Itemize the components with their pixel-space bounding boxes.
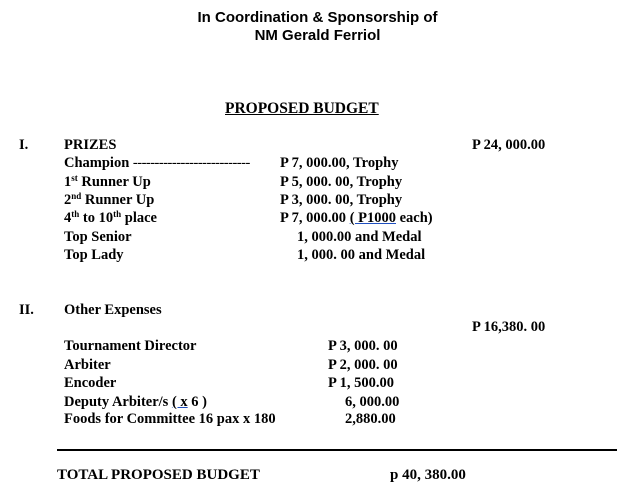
section-2-title: Other Expenses xyxy=(64,302,162,318)
prize-label-2nd-runner-up xyxy=(64,192,154,209)
prize-label-text: to 10 xyxy=(79,210,114,226)
prize-label-text: Runner Up xyxy=(77,174,151,190)
total-label: TOTAL PROPOSED BUDGET xyxy=(57,467,260,483)
expense-label-encoder: Encoder xyxy=(64,375,117,391)
prize-label-text: Runner Up xyxy=(81,192,155,208)
expense-label-deputy-arbiters xyxy=(64,394,207,411)
section-1-numeral: I. xyxy=(19,137,29,153)
prize-value-2nd-runner-up: P 3, 000. 00, Trophy xyxy=(280,192,403,208)
prize-label-top-senior: Top Senior xyxy=(64,229,132,245)
prize-value-4th-to-10th xyxy=(280,210,433,227)
total-value: p 40, 380.00 xyxy=(390,467,466,483)
ordinal-suffix: nd xyxy=(71,191,82,201)
prize-each-note: ( P1000 xyxy=(349,210,396,226)
prize-value-1st-runner-up: P 5, 000. 00, Trophy xyxy=(280,174,403,190)
prize-value-top-lady: 1, 000. 00 and Medal xyxy=(297,247,426,263)
prize-label-4th-to-10th xyxy=(64,210,157,227)
ordinal-suffix: th xyxy=(71,209,80,219)
ordinal-number: 2 xyxy=(64,192,72,208)
budget-title: PROPOSED BUDGET xyxy=(225,100,379,117)
section-1-total: P 24, 000.00 xyxy=(472,137,546,153)
prize-label-1st-runner-up xyxy=(64,174,151,191)
prize-label-champion xyxy=(64,155,250,172)
deputy-count-note: ( x xyxy=(171,394,188,410)
prize-value-text: each) xyxy=(396,210,433,226)
section-2-numeral: II. xyxy=(19,302,34,318)
section-2-total: P 16,380. 00 xyxy=(472,319,546,335)
ordinal-number: 1 xyxy=(64,174,72,190)
prize-value-champion: P 7, 000.00, Trophy xyxy=(280,155,399,171)
expense-value-encoder: P 1, 500.00 xyxy=(328,375,395,391)
expense-value-tournament-director: P 3, 000. 00 xyxy=(328,338,398,354)
prize-label-top-lady: Top Lady xyxy=(64,247,124,263)
expense-label-tournament-director: Tournament Director xyxy=(64,338,197,354)
prize-value-top-senior: 1, 000.00 and Medal xyxy=(297,229,422,245)
header-sponsor-name: NM Gerald Ferriol xyxy=(254,27,381,44)
ordinal-suffix: th xyxy=(113,209,122,219)
expense-value-foods: 2,880.00 xyxy=(345,411,396,427)
prize-value-text: P 7, 000.00 xyxy=(280,210,350,226)
header-sponsor-line: In Coordination & Sponsorship of xyxy=(197,9,438,26)
prize-label-text: place xyxy=(121,210,157,226)
expense-label-arbiter: Arbiter xyxy=(64,357,111,373)
expense-value-arbiter: P 2, 000. 00 xyxy=(328,357,398,373)
expense-value-deputy-arbiters: 6, 000.00 xyxy=(345,394,400,410)
ordinal-number: 4 xyxy=(64,210,72,226)
section-1-title: PRIZES xyxy=(64,137,117,153)
total-divider xyxy=(57,449,617,451)
leader-dashes: --------------------------- xyxy=(132,155,250,171)
prize-label-text: Champion xyxy=(64,155,130,171)
expense-label-text: Deputy Arbiter/s xyxy=(64,394,172,410)
expense-label-foods: Foods for Committee 16 pax x 180 xyxy=(64,411,276,427)
expense-label-text: 6 ) xyxy=(187,394,207,410)
ordinal-suffix: st xyxy=(71,173,78,183)
